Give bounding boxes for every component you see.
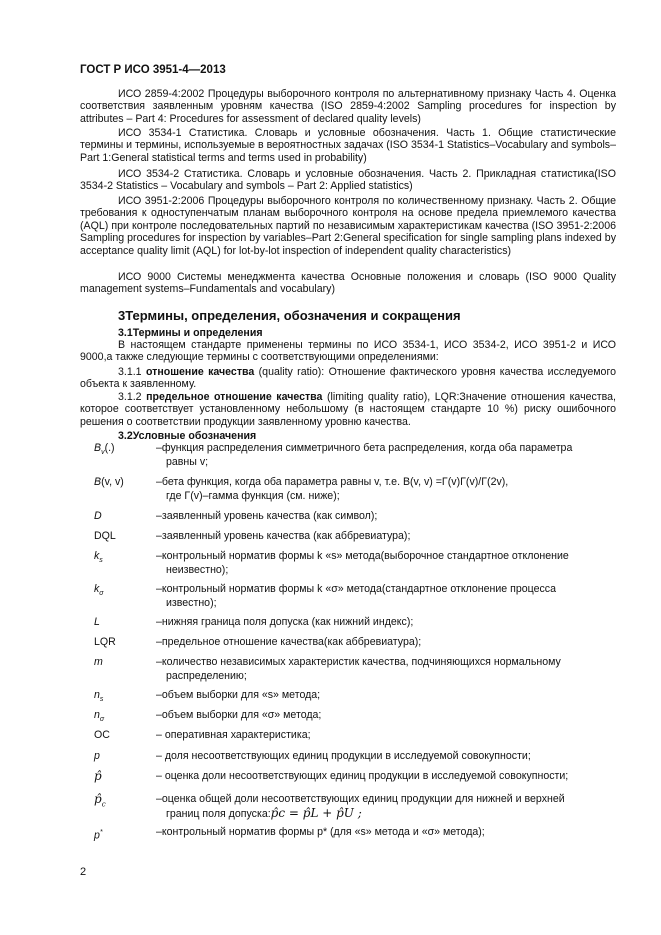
- symbol: OC: [94, 729, 110, 741]
- symbol-definition: –количество независимых характеристик качества, подчиняющихся нормальному распределению;: [156, 656, 561, 682]
- symbol-definition: –оценка общей доли несоответствующих единиц продукции для нижней и верхней границ поля допуска:p̂c = p̂L + p̂U ;: [156, 793, 565, 820]
- ref-iso-9000: ИСО 9000 Системы менеджмента качества Основные положения и словарь (ISO 9000 Quality management systems–Fundamentals and vocabulary): [80, 271, 616, 296]
- symbol-definition: –заявленный уровень качества (как символ);: [156, 510, 378, 522]
- subsection-3-2-heading: 3.2Условные обозначения: [118, 430, 257, 442]
- symbol: L: [94, 616, 100, 628]
- symbol: D: [94, 510, 102, 522]
- symbol-definition: –заявленный уровень качества (как аббревиатура);: [156, 530, 411, 542]
- subsection-3-1-heading: 3.1Термины и определения: [118, 327, 263, 339]
- symbol: LQR: [94, 636, 116, 648]
- symbol-definition: –контрольный норматив формы k «σ» метода(стандартное отклонение процесса известно);: [156, 583, 556, 609]
- symbol: p: [94, 750, 100, 762]
- symbol: p̂: [94, 769, 102, 783]
- symbol: $k_\sigma$: [94, 583, 104, 598]
- terms-intro: В настоящем стандарте применены термины по ИСО 3534-1, ИСО 3534-2, ИСО 3951-2 и ИСО 9000,а также следующие термины с соответствующими определениями:: [80, 339, 616, 364]
- term-number: 3.1.2: [118, 391, 142, 403]
- term-definition: (limiting quality ratio), LQR:Значение отношения качества, которое соответствует установленному небольшому (в настоящем стандарте 10 %) риску ошибочного решения о соответствии продукции заявленному уровню качества.: [80, 391, 616, 428]
- symbol-definition: – оперативная характеристика;: [156, 729, 311, 741]
- symbol-definition: –объем выборки для «σ» метода;: [156, 709, 322, 721]
- term-number: 3.1.1: [118, 366, 142, 378]
- symbol-definition: –функция распределения симметричного бета распределения, когда оба параметра равны v;: [156, 442, 573, 468]
- symbol-definition: –предельное отношение качества(как аббревиатура);: [156, 636, 422, 648]
- symbol-definition: –контрольный норматив формы k «s» метода(выборочное стандартное отклонение неизвестно);: [156, 550, 569, 576]
- ref-iso-2859-4: ИСО 2859-4:2002 Процедуры выборочного контроля по альтернативному признаку Часть 4. Оценка соответствия заявленным уровням качества (ISO 2859-4:2002 Sampling procedures for inspection by attributes – Part 4: Procedures for assessment of declared quality levels): [80, 88, 616, 125]
- symbol: $p̂_c$: [94, 792, 106, 809]
- ref-iso-3534-2: ИСО 3534-2 Статистика. Словарь и условные обозначения. Часть 2. Прикладная статистика(ISO 3534-2 Statistics – Vocabulary and symbols – Part 2: Applied statistics): [80, 168, 616, 193]
- symbol: p*: [94, 829, 103, 842]
- term-3-1-2: [80, 391, 616, 428]
- formula: p̂c = p̂L + p̂U ;: [270, 805, 362, 820]
- symbol-definition: –нижняя граница поля допуска (как нижний индекс);: [156, 616, 414, 628]
- symbol-definition: – доля несоответствующих единиц продукции в исследуемой совокупности;: [156, 750, 531, 762]
- symbol-definition: –бета функция, когда оба параметра равны v, т.е. B(v, v) =Γ(v)Γ(v)/Γ(2v), где Γ(v)–гамма функция (см. ниже);: [156, 476, 509, 502]
- symbol-definition: –объем выборки для «s» метода;: [156, 689, 321, 701]
- term-name: отношение качества: [145, 366, 255, 378]
- page-number: 2: [80, 866, 87, 878]
- symbol: $n_\sigma$: [94, 709, 105, 724]
- symbol: B(v, v): [94, 476, 124, 488]
- ref-iso-3951-2: ИСО 3951-2:2006 Процедуры выборочного контроля по количественному признаку. Часть 2. Общие требования к одноступенчатым планам выборочного контроля на основе предела приемлемого качества (AQL) при контроле последовательных партий по независимым характеристикам качества (ISO 3951-2:2006 Sampling procedures for inspection by variables–Part 2:General specification for single sampling plans indexed by acceptance quality limit (AQL) for lot-by-lot inspection of independent quality characteristics): [80, 195, 616, 257]
- section-heading: 3Термины, определения, обозначения и сокращения: [118, 308, 461, 323]
- symbol: $B_v(.)$: [94, 442, 115, 457]
- ref-iso-3534-1: ИСО 3534-1 Статистика. Словарь и условные обозначения. Часть 1. Общие статистические термины и термины, используемые в вероятностных задачах (ISO 3534-1 Statistics–Vocabulary and symbols–Part 1:General statistical terms and terms used in probability): [80, 127, 616, 164]
- term-3-1-1: [80, 366, 616, 391]
- document-header: ГОСТ Р ИСО 3951-4—2013: [80, 64, 226, 76]
- term-definition: (quality ratio): Отношение фактического уровня качества исследуемого объекта к заявленному.: [80, 366, 616, 391]
- term-name: предельное отношение качества: [146, 391, 323, 403]
- symbol: $n_s$: [94, 689, 104, 704]
- symbol: m: [94, 656, 103, 668]
- symbol: DQL: [94, 530, 116, 542]
- symbol-definition: –контрольный норматив формы p* (для «s» метода и «σ» метода);: [156, 826, 485, 838]
- symbol: $k_s$: [94, 550, 103, 565]
- symbol-definition: – оценка доли несоответствующих единиц продукции в исследуемой совокупности;: [156, 770, 569, 782]
